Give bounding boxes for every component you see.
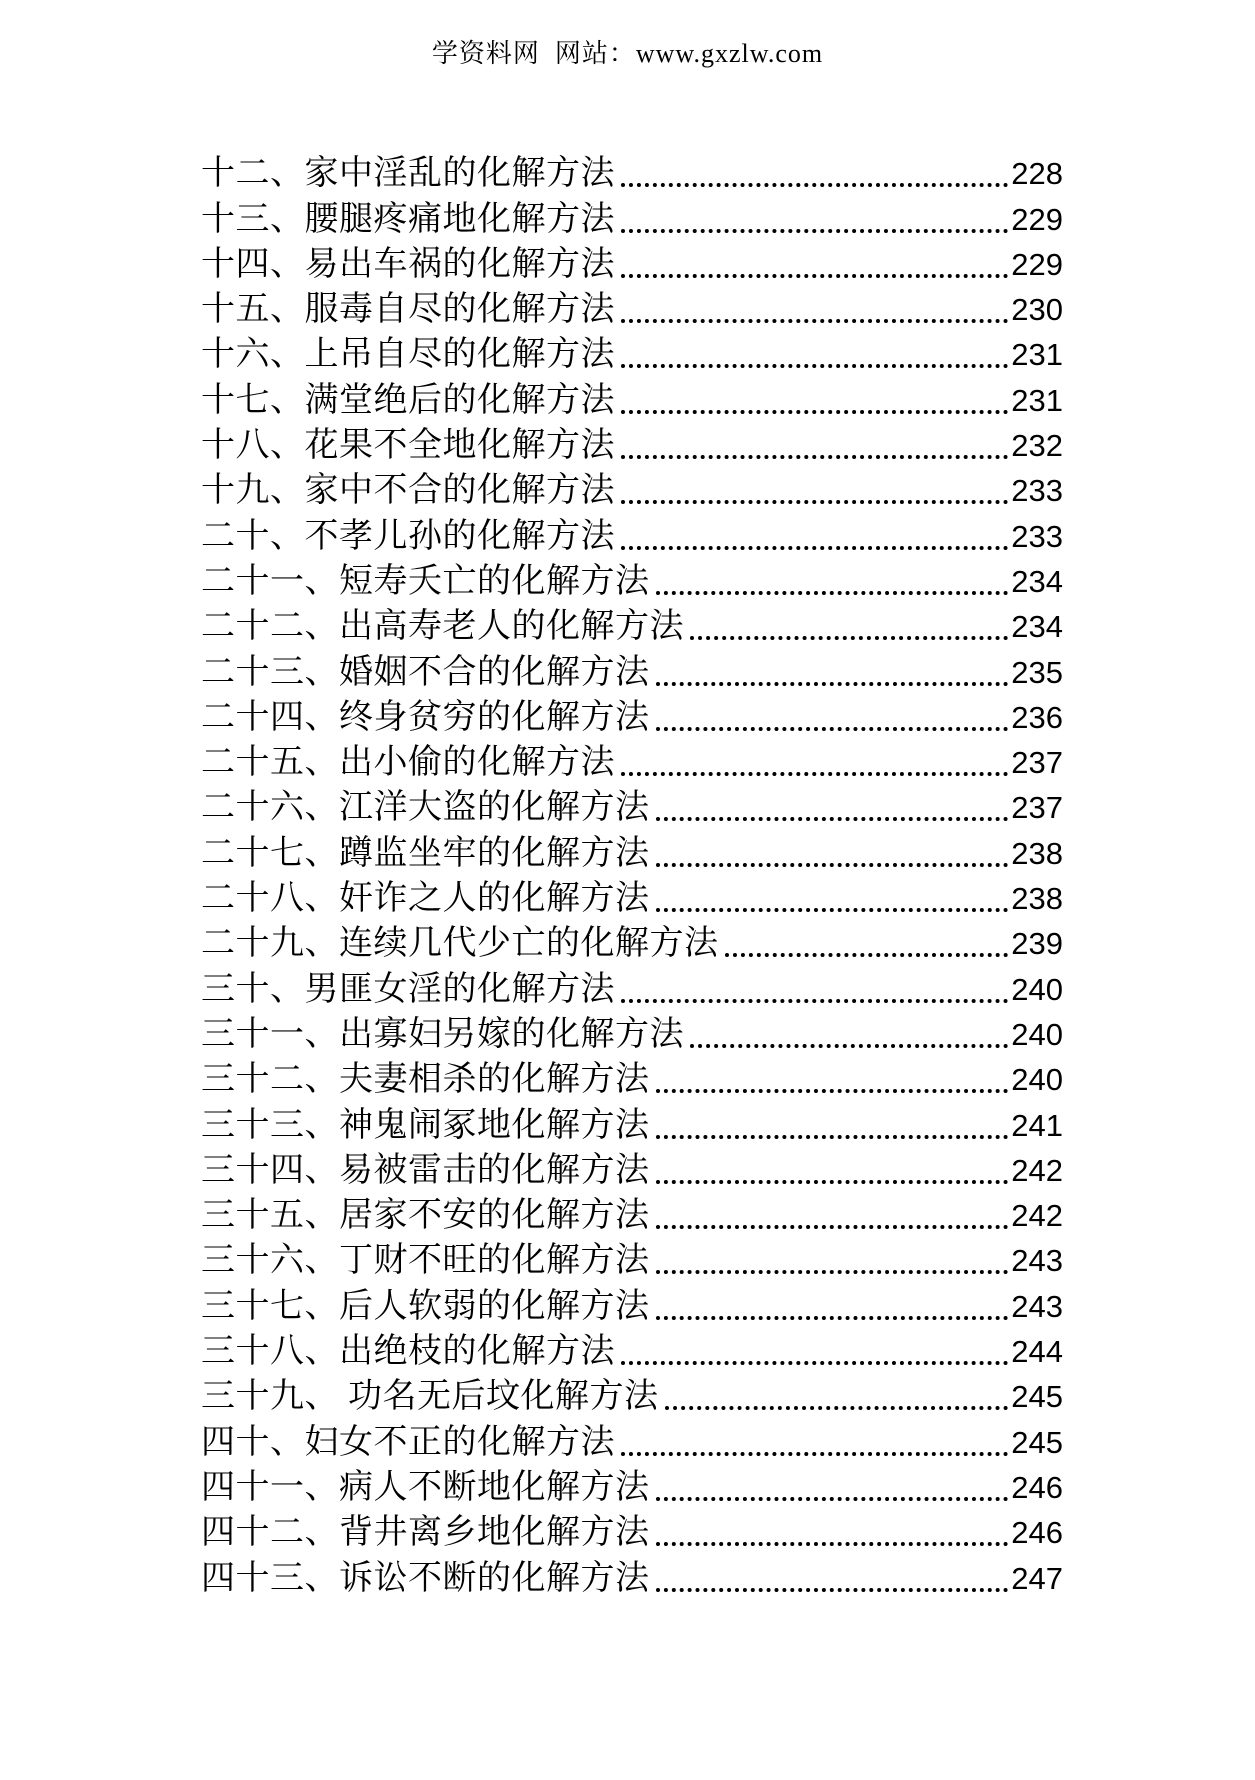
toc-page-number: 243: [1011, 1288, 1063, 1324]
toc-entry: [201, 695, 1063, 740]
toc-entry: [201, 1102, 1063, 1147]
toc-page-number: 246: [1011, 1515, 1063, 1551]
toc-entry-title: 四十二、背井离乡地化解方法: [201, 1514, 650, 1552]
toc-entry: [201, 196, 1063, 241]
dotted-leader: [621, 1361, 1008, 1365]
toc-entry-title: 三十七、后人软弱的化解方法: [201, 1287, 650, 1325]
dotted-leader: [656, 1225, 1009, 1229]
toc-entry: [201, 740, 1063, 785]
toc-entry-title: 三十三、神鬼闹冢地化解方法: [201, 1106, 650, 1144]
toc-entry-title: 十七、满堂绝后的化解方法: [201, 381, 615, 419]
toc-page-number: 247: [1011, 1560, 1063, 1596]
toc-entry-title: 三十二、夫妻相杀的化解方法: [201, 1061, 650, 1099]
toc-page-number: 236: [1011, 699, 1063, 735]
toc-page-number: 237: [1011, 790, 1063, 826]
dotted-leader: [656, 591, 1009, 595]
dotted-leader: [656, 1588, 1009, 1592]
toc-entry-title: 十五、服毒自尽的化解方法: [201, 291, 615, 329]
toc-page-number: 245: [1011, 1424, 1063, 1460]
dotted-leader: [621, 500, 1008, 504]
toc-page-number: 229: [1011, 201, 1063, 237]
toc-page-number: 231: [1011, 337, 1063, 373]
toc-entry: [201, 287, 1063, 332]
dotted-leader: [656, 1316, 1009, 1320]
toc-page-number: 231: [1011, 382, 1063, 418]
toc-page-number: 245: [1011, 1379, 1063, 1415]
dotted-leader: [621, 183, 1008, 187]
toc-page-number: 234: [1011, 563, 1063, 599]
toc-entry: [201, 242, 1063, 287]
dotted-leader: [621, 364, 1008, 368]
toc-page-number: 243: [1011, 1243, 1063, 1279]
toc-entry-title: 三十一、出寡妇另嫁的化解方法: [201, 1015, 684, 1053]
toc-page-number: 235: [1011, 654, 1063, 690]
toc-entry-title: 二十二、出高寿老人的化解方法: [201, 608, 684, 646]
toc-entry-title: 三十四、易被雷击的化解方法: [201, 1151, 650, 1189]
toc-entry: [201, 966, 1063, 1011]
dotted-leader: [621, 274, 1008, 278]
dotted-leader: [656, 1542, 1009, 1546]
toc-entry-title: 十四、易出车祸的化解方法: [201, 245, 615, 283]
toc-entry-title: 十九、家中不合的化解方法: [201, 472, 615, 510]
toc-page-number: 233: [1011, 473, 1063, 509]
dotted-leader: [621, 455, 1008, 459]
toc-entry: [201, 559, 1063, 604]
dotted-leader: [656, 1089, 1009, 1093]
toc-entry: [201, 377, 1063, 422]
toc-entry: [201, 1193, 1063, 1238]
toc-entry-title: 二十七、蹲监坐牢的化解方法: [201, 834, 650, 872]
toc-entry: [201, 649, 1063, 694]
toc-entry: [201, 1510, 1063, 1555]
toc-page-number: 237: [1011, 745, 1063, 781]
toc-entry-title: 四十三、诉讼不断的化解方法: [201, 1559, 650, 1597]
toc-entry-title: 二十四、终身贫穷的化解方法: [201, 698, 650, 736]
toc-entry: [201, 921, 1063, 966]
toc-page-number: 240: [1011, 971, 1063, 1007]
toc-page-number: 234: [1011, 609, 1063, 645]
dotted-leader: [656, 727, 1009, 731]
dotted-leader: [690, 1044, 1008, 1048]
toc-entry-title: 十八、花果不全地化解方法: [201, 427, 615, 465]
toc-page-number: 246: [1011, 1469, 1063, 1505]
toc-entry: [201, 830, 1063, 875]
toc-page-number: 240: [1011, 1016, 1063, 1052]
dotted-leader: [656, 817, 1009, 821]
dotted-leader: [621, 1452, 1008, 1456]
toc-entry: [201, 151, 1063, 196]
toc-entry: [201, 1329, 1063, 1374]
toc-entry: [201, 513, 1063, 558]
dotted-leader: [621, 772, 1008, 776]
dotted-leader: [621, 410, 1008, 414]
toc-page-number: 238: [1011, 835, 1063, 871]
toc-page-number: 232: [1011, 428, 1063, 464]
toc-entry: [201, 1012, 1063, 1057]
toc-page-number: 230: [1011, 292, 1063, 328]
toc-page-number: 244: [1011, 1334, 1063, 1370]
toc-entry-title: 三十、男匪女淫的化解方法: [201, 970, 615, 1008]
toc-page-number: 240: [1011, 1062, 1063, 1098]
toc-page-number: 233: [1011, 518, 1063, 554]
toc-entry: [201, 1419, 1063, 1464]
toc-page-number: 238: [1011, 881, 1063, 917]
dotted-leader: [621, 319, 1008, 323]
site-watermark: 学资料网 网站：www.gxzlw.com: [431, 39, 824, 68]
toc-page-number: 228: [1011, 156, 1063, 192]
dotted-leader: [621, 229, 1008, 233]
toc-page-number: 239: [1011, 926, 1063, 962]
toc-entry-title: 二十八、奸诈之人的化解方法: [201, 880, 650, 918]
toc-entry-title: 四十、妇女不正的化解方法: [201, 1423, 615, 1461]
toc-entry: [201, 604, 1063, 649]
dotted-leader: [725, 953, 1009, 957]
toc-entry-title: 三十八、出绝枝的化解方法: [201, 1333, 615, 1371]
toc-entry-title: 十三、腰腿疼痛地化解方法: [201, 200, 615, 238]
toc-entry-title: 十六、上吊自尽的化解方法: [201, 336, 615, 374]
toc-entry: [201, 468, 1063, 513]
dotted-leader: [656, 682, 1009, 686]
toc-entry: [201, 1555, 1063, 1600]
toc-entry-title: 三十六、丁财不旺的化解方法: [201, 1242, 650, 1280]
toc-page-number: 241: [1011, 1107, 1063, 1143]
toc-entry-title: 二十三、婚姻不合的化解方法: [201, 653, 650, 691]
toc-page-number: 242: [1011, 1152, 1063, 1188]
dotted-leader: [656, 1180, 1009, 1184]
toc-entry: [201, 1283, 1063, 1328]
toc-entry-title: 二十六、江洋大盗的化解方法: [201, 789, 650, 827]
toc-entry-title: 二十、不孝儿孙的化解方法: [201, 517, 615, 555]
toc-page-number: 229: [1011, 246, 1063, 282]
toc-entry: [201, 785, 1063, 830]
toc-entry: [201, 1057, 1063, 1102]
toc-entry: [201, 423, 1063, 468]
toc-entry: [201, 1148, 1063, 1193]
dotted-leader: [656, 908, 1009, 912]
toc-entry-title: 四十一、病人不断地化解方法: [201, 1468, 650, 1506]
dotted-leader: [656, 1270, 1009, 1274]
toc-entry: [201, 1374, 1063, 1419]
toc-entry: [201, 1238, 1063, 1283]
toc-entry-title: 二十一、短寿夭亡的化解方法: [201, 562, 650, 600]
dotted-leader: [656, 863, 1009, 867]
toc-entry: [201, 876, 1063, 921]
dotted-leader: [690, 636, 1008, 640]
toc-entry-title: 三十九、 功名无后坟化解方法: [201, 1378, 659, 1416]
toc-entry: [201, 1465, 1063, 1510]
dotted-leader: [656, 1135, 1009, 1139]
dotted-leader: [656, 1497, 1009, 1501]
dotted-leader: [665, 1406, 1009, 1410]
toc-entry: [201, 332, 1063, 377]
toc-entry-title: 三十五、居家不安的化解方法: [201, 1197, 650, 1235]
toc-list: [201, 151, 1063, 1601]
dotted-leader: [621, 546, 1008, 550]
toc-entry-title: 二十九、连续几代少亡的化解方法: [201, 925, 719, 963]
toc-page-number: 242: [1011, 1198, 1063, 1234]
dotted-leader: [621, 999, 1008, 1003]
toc-entry-title: 二十五、出小偷的化解方法: [201, 744, 615, 782]
toc-entry-title: 十二、家中淫乱的化解方法: [201, 155, 615, 193]
